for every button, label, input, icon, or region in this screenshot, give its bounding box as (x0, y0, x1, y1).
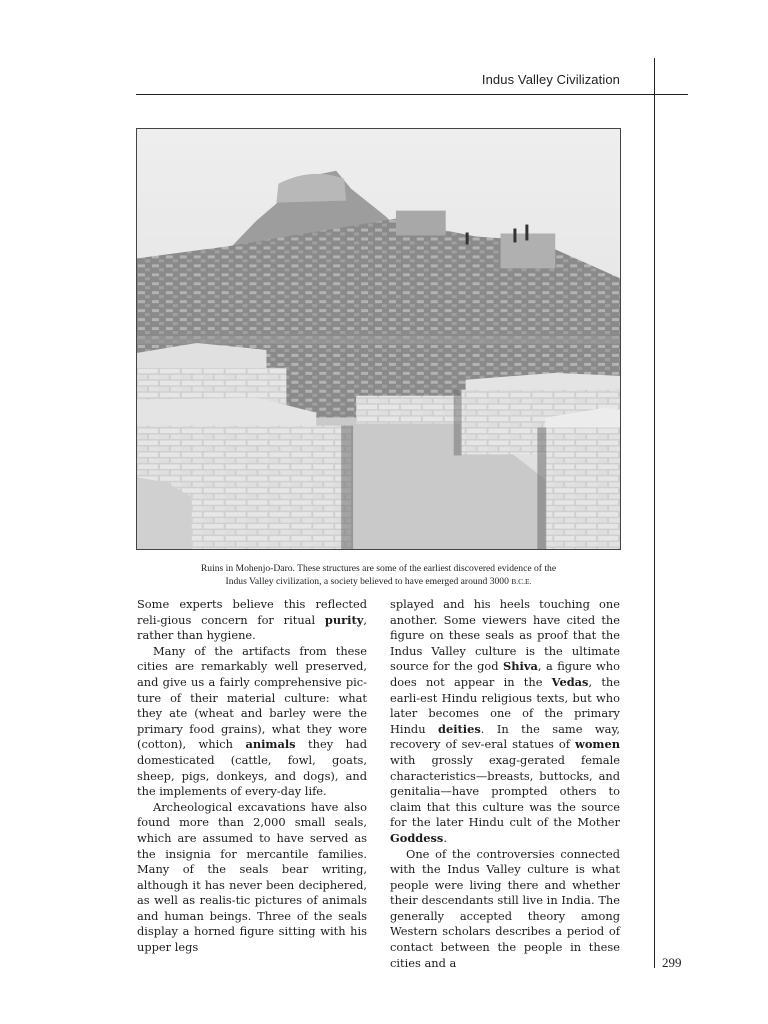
term-deities: deities (438, 721, 481, 736)
left-p1-text-a: Some experts believe this reflected reli-gious concern for ritual (137, 597, 367, 627)
term-goddess: Goddess (390, 830, 444, 845)
left-paragraph-1 (137, 597, 367, 644)
right-p1-text-k: . (443, 830, 447, 845)
left-p2-text-a: Many of the artifacts from these cities are remarkably well preserved, and give us a fairly comprehensive pic-ture of their material culture: what they ate (wheat and barley were the primary food grains), what they wore (cotton), which (137, 643, 367, 752)
right-p1-text-a: splayed and his heels touching one another. Some viewers have cited the figure on these seals as proof that the Indus Valley culture is the ultimate source for the god (390, 597, 620, 674)
right-p1-text-c: , a figure who does not appear in the (390, 659, 620, 689)
right-paragraph-1 (390, 597, 620, 847)
figure-caption (136, 562, 621, 588)
term-vedas: Vedas (551, 674, 589, 689)
margin-rule (654, 58, 655, 968)
right-paragraph-2: One of the controversies connected with the Indus Valley culture is what people were living there and whether their descendants still live in India. The generally accepted theory among Western scholars describes a period of contact between the people in these cities and a (390, 846, 620, 970)
term-women: women (575, 737, 620, 752)
term-animals: animals (245, 737, 296, 752)
header-rule (136, 94, 688, 95)
caption-line-2-text: Indus Valley civilization, a society believed to have emerged around 3000 (225, 576, 512, 587)
page-number: 299 (662, 955, 682, 970)
left-paragraph-2 (137, 644, 367, 800)
left-column (137, 597, 367, 956)
right-column (390, 597, 620, 971)
left-p2-text-c: they had domesticated (cattle, fowl, goats, sheep, pigs, donkeys, and dogs), and the implements of every-day life. (137, 737, 368, 799)
caption-line-2 (136, 575, 621, 588)
term-purity: purity (324, 612, 364, 627)
right-p1-text-g: . In the same way, recovery of sev-eral statues of (390, 721, 620, 752)
ruins-illustration (137, 129, 620, 549)
right-p1-text-e: , the earli-est Hindu religious texts, but who later becomes one of the primary Hindu (390, 674, 620, 736)
left-paragraph-3: Archeological excavations have also found more than 2,000 small seals, which are assumed to have served as the insignia for mercantile families. Many of the seals bear writing, although it has never been deciphered, as well as realis-tic pictures of animals and human beings. Three of the seals display a horned figure sitting with his upper legs (137, 799, 367, 955)
caption-era: B.C.E. (511, 577, 532, 586)
term-shiva: Shiva (503, 659, 538, 674)
mohenjo-daro-photo (136, 128, 621, 550)
left-p1-text-c: , rather than hygiene. (137, 612, 367, 643)
right-p1-text-i: with grossly exag-gerated female characteristics—breasts, buttocks, and genitalia—have prompted others to claim that this culture was the source for the later Hindu cult of the Mother (390, 752, 620, 830)
caption-line-1: Ruins in Mohenjo-Daro. These structures are some of the earliest discovered evidence of the (200, 563, 557, 574)
running-title: Indus Valley Civilization (481, 72, 620, 87)
